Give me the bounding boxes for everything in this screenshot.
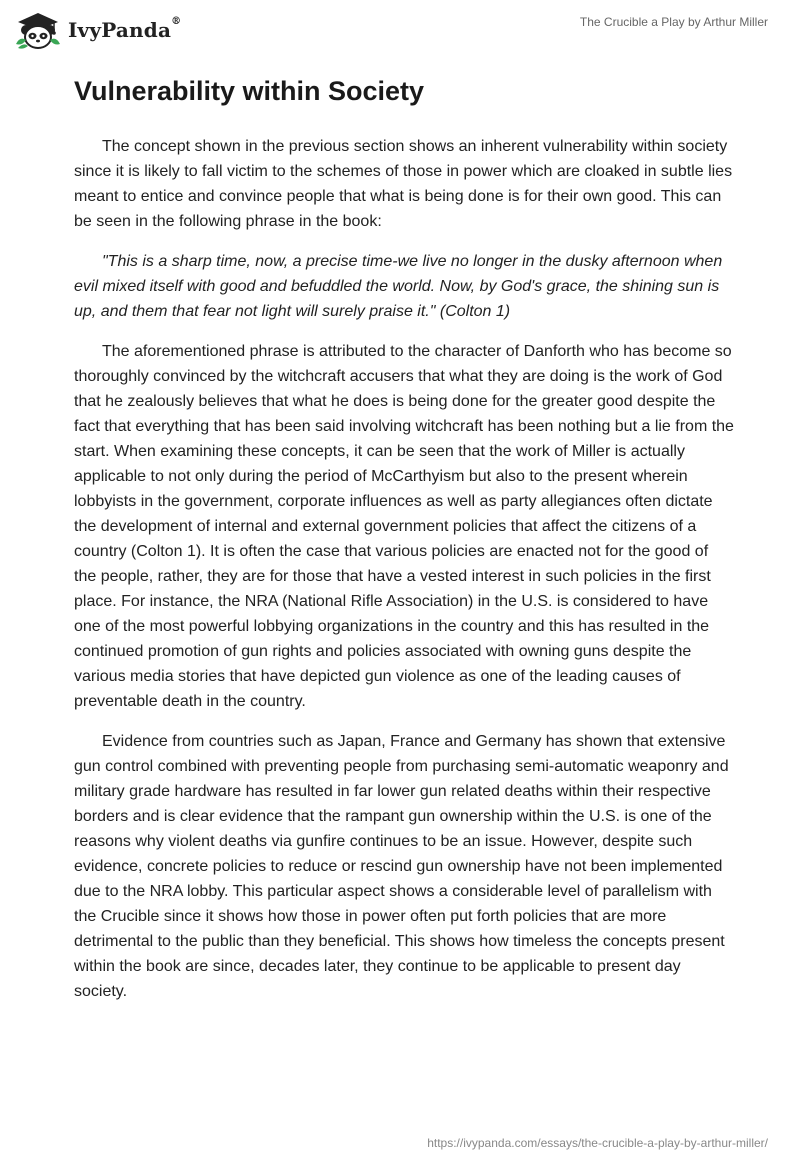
logo-wordmark: IvyPanda® (68, 16, 182, 42)
paragraph-evidence: Evidence from countries such as Japan, France and Germany has shown that extensive gun control combined with preventing people from purchasing semi-automatic weaponry and military grade hardware has resulted in far lower gun related deaths within their respective borders and is clear evidence that the rampant gun ownership within the U.S. is one of the reasons why violent deaths via gunfire continues to be an issue. However, despite such evidence, concrete policies to reduce or rescind gun ownership have not been implemented due to the NRA lobby. This particular aspect shows a considerable level of parallelism with the Crucible since it shows how those in power often put forth policies that are more detrimental to the public than they beneficial. This shows how timeless the concepts present within the book are since, decades later, they continue to be applicable to present day society. (74, 733, 729, 1000)
article-body (74, 72, 734, 1019)
section-heading: Vulnerability within Society (74, 76, 425, 106)
paragraph-intro: The concept shown in the previous section shows an inherent vulnerability within society since it is likely to fall victim to the schemes of those in power which are cloaked in subtle lies meant to entice and convince people that what is being done is for their own good. This can be seen in the following phrase in the book: (74, 138, 733, 230)
source-url[interactable]: https://ivypanda.com/essays/the-crucible-a-play-by-arthur-miller/ (427, 1136, 768, 1150)
document-title: The Crucible a Play by Arthur Miller (579, 15, 768, 29)
block-quote: "This is a sharp time, now, a precise time-we live no longer in the dusky afternoon when evil mixed itself with good and befuddled the world. Now, by God's grace, the shining sun is up, and them that fear not light will surely praise it." (Colton 1) (74, 253, 723, 320)
panda-graduate-icon (14, 10, 62, 50)
paragraph-danforth: The aforementioned phrase is attributed to the character of Danforth who has become so thoroughly convinced by the witchcraft accusers that what they are doing is the work of God that he zealously believes that what he does is being done for the greater good despite the fact that everything that has been said involving witchcraft has been nothing but a lie from the start. When examining these concepts, it can be seen that the work of Miller is actually applicable to not only during the period of McCarthyism but also to the present wherein lobbyists in the government, corporate influences as well as party allegiances often dictate the development of internal and external government policies that affect the citizens of a country (Colton 1). It is often the case that various policies are enacted not for the good of the people, rather, they are for those that have a vested interest in such policies in the first place. For instance, the NRA (National Rifle Association) in the U.S. is considered to have one of the most powerful lobbying organizations in the country and this has resulted in the continued promotion of gun rights and policies associated with owning guns despite the various media stories that have depicted gun violence as one of the leading causes of preventable death in the country. (74, 343, 734, 710)
registered-mark: ® (171, 16, 182, 27)
page-header (0, 0, 800, 60)
ivypanda-logo[interactable] (14, 10, 181, 50)
